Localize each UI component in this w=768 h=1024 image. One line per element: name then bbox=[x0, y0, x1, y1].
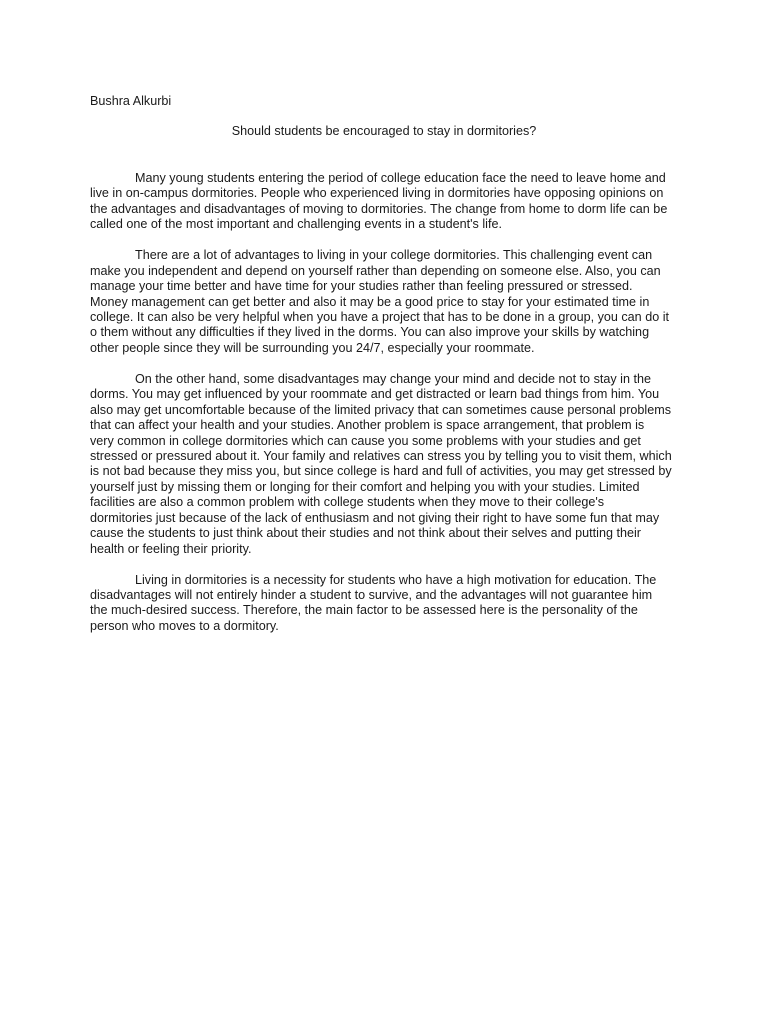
author-name: Bushra Alkurbi bbox=[90, 94, 172, 108]
paragraph bbox=[90, 248, 675, 356]
text-line: also may get uncomfortable because of the limited privacy that can sometimes cause personal problems bbox=[90, 402, 672, 417]
text-line: facilities are also a common problem with college students when they move to their college's bbox=[90, 495, 605, 510]
text-line: very common in college dormitories which can cause you some problems with your studies and get bbox=[90, 433, 641, 448]
text-line: other people since they will be surrounding you 24/7, especially your roommate. bbox=[90, 340, 535, 355]
text-line: manage your time better and have time for your studies rather than feeling pressured or stressed. bbox=[90, 279, 633, 294]
text-line: person who moves to a dormitory. bbox=[90, 618, 279, 633]
text-line: college. It can also be very helpful when you have a project that has to be done in a group, you can do it bbox=[90, 310, 669, 324]
text-line: Many young students entering the period of college education face the need to leave home and bbox=[135, 171, 666, 185]
text-line: is not bad because they miss you, but since college is hard and full of activities, you may get stressed by bbox=[90, 464, 672, 479]
text-line: yourself just by missing them or longing for their comfort and helping you with your studies. Limited bbox=[90, 479, 640, 494]
text-line: cause the students to just think about their studies and not think about their selves and putting their bbox=[90, 526, 641, 541]
text-line: the advantages and disadvantages of moving to dormitories. The change from home to dorm life can be bbox=[90, 201, 668, 216]
paragraph bbox=[90, 171, 675, 233]
paragraph bbox=[90, 573, 675, 635]
text-line: stressed or pressured about it. Your family and relatives can stress you by telling you to visit them, which bbox=[90, 449, 672, 463]
text-line: make you independent and depend on yourself rather than depending on someone else. Also, you can bbox=[90, 263, 661, 278]
text-line: that can affect your health and your studies. Another problem is space arrangement, that problem is bbox=[90, 418, 645, 433]
text-line: the much-desired success. Therefore, the main factor to be assessed here is the personality of the bbox=[90, 603, 638, 618]
text-line: o them without any difficulties if they lived in the dorms. You can also improve your skills by watching bbox=[90, 325, 650, 340]
essay-body bbox=[90, 171, 675, 650]
text-line: On the other hand, some disadvantages may change your mind and decide not to stay in the bbox=[135, 371, 651, 386]
text-line: dormitories just because of the lack of enthusiasm and not giving their right to have some fun that may bbox=[90, 510, 660, 525]
text-line: called one of the most important and challenging events in a student's life. bbox=[90, 217, 502, 232]
text-line: health or feeling their priority. bbox=[90, 541, 252, 556]
text-line: live in on-campus dormitories. People who experienced living in dormitories have opposing opinions on bbox=[90, 186, 664, 201]
paragraph bbox=[90, 372, 675, 557]
text-line: Money management can get better and also it may be a good price to stay for your estimated time in bbox=[90, 294, 650, 309]
text-line: dorms. You may get influenced by your roommate and get distracted or learn bad things from him. You bbox=[90, 387, 660, 402]
text-line: There are a lot of advantages to living in your college dormitories. This challenging event can bbox=[135, 248, 653, 263]
essay-title: Should students be encouraged to stay in dormitories? bbox=[231, 124, 537, 138]
text-line: disadvantages will not entirely hinder a student to survive, and the advantages will not guarantee him bbox=[90, 588, 653, 602]
text-line: Living in dormitories is a necessity for students who have a high motivation for education. The bbox=[135, 572, 657, 587]
